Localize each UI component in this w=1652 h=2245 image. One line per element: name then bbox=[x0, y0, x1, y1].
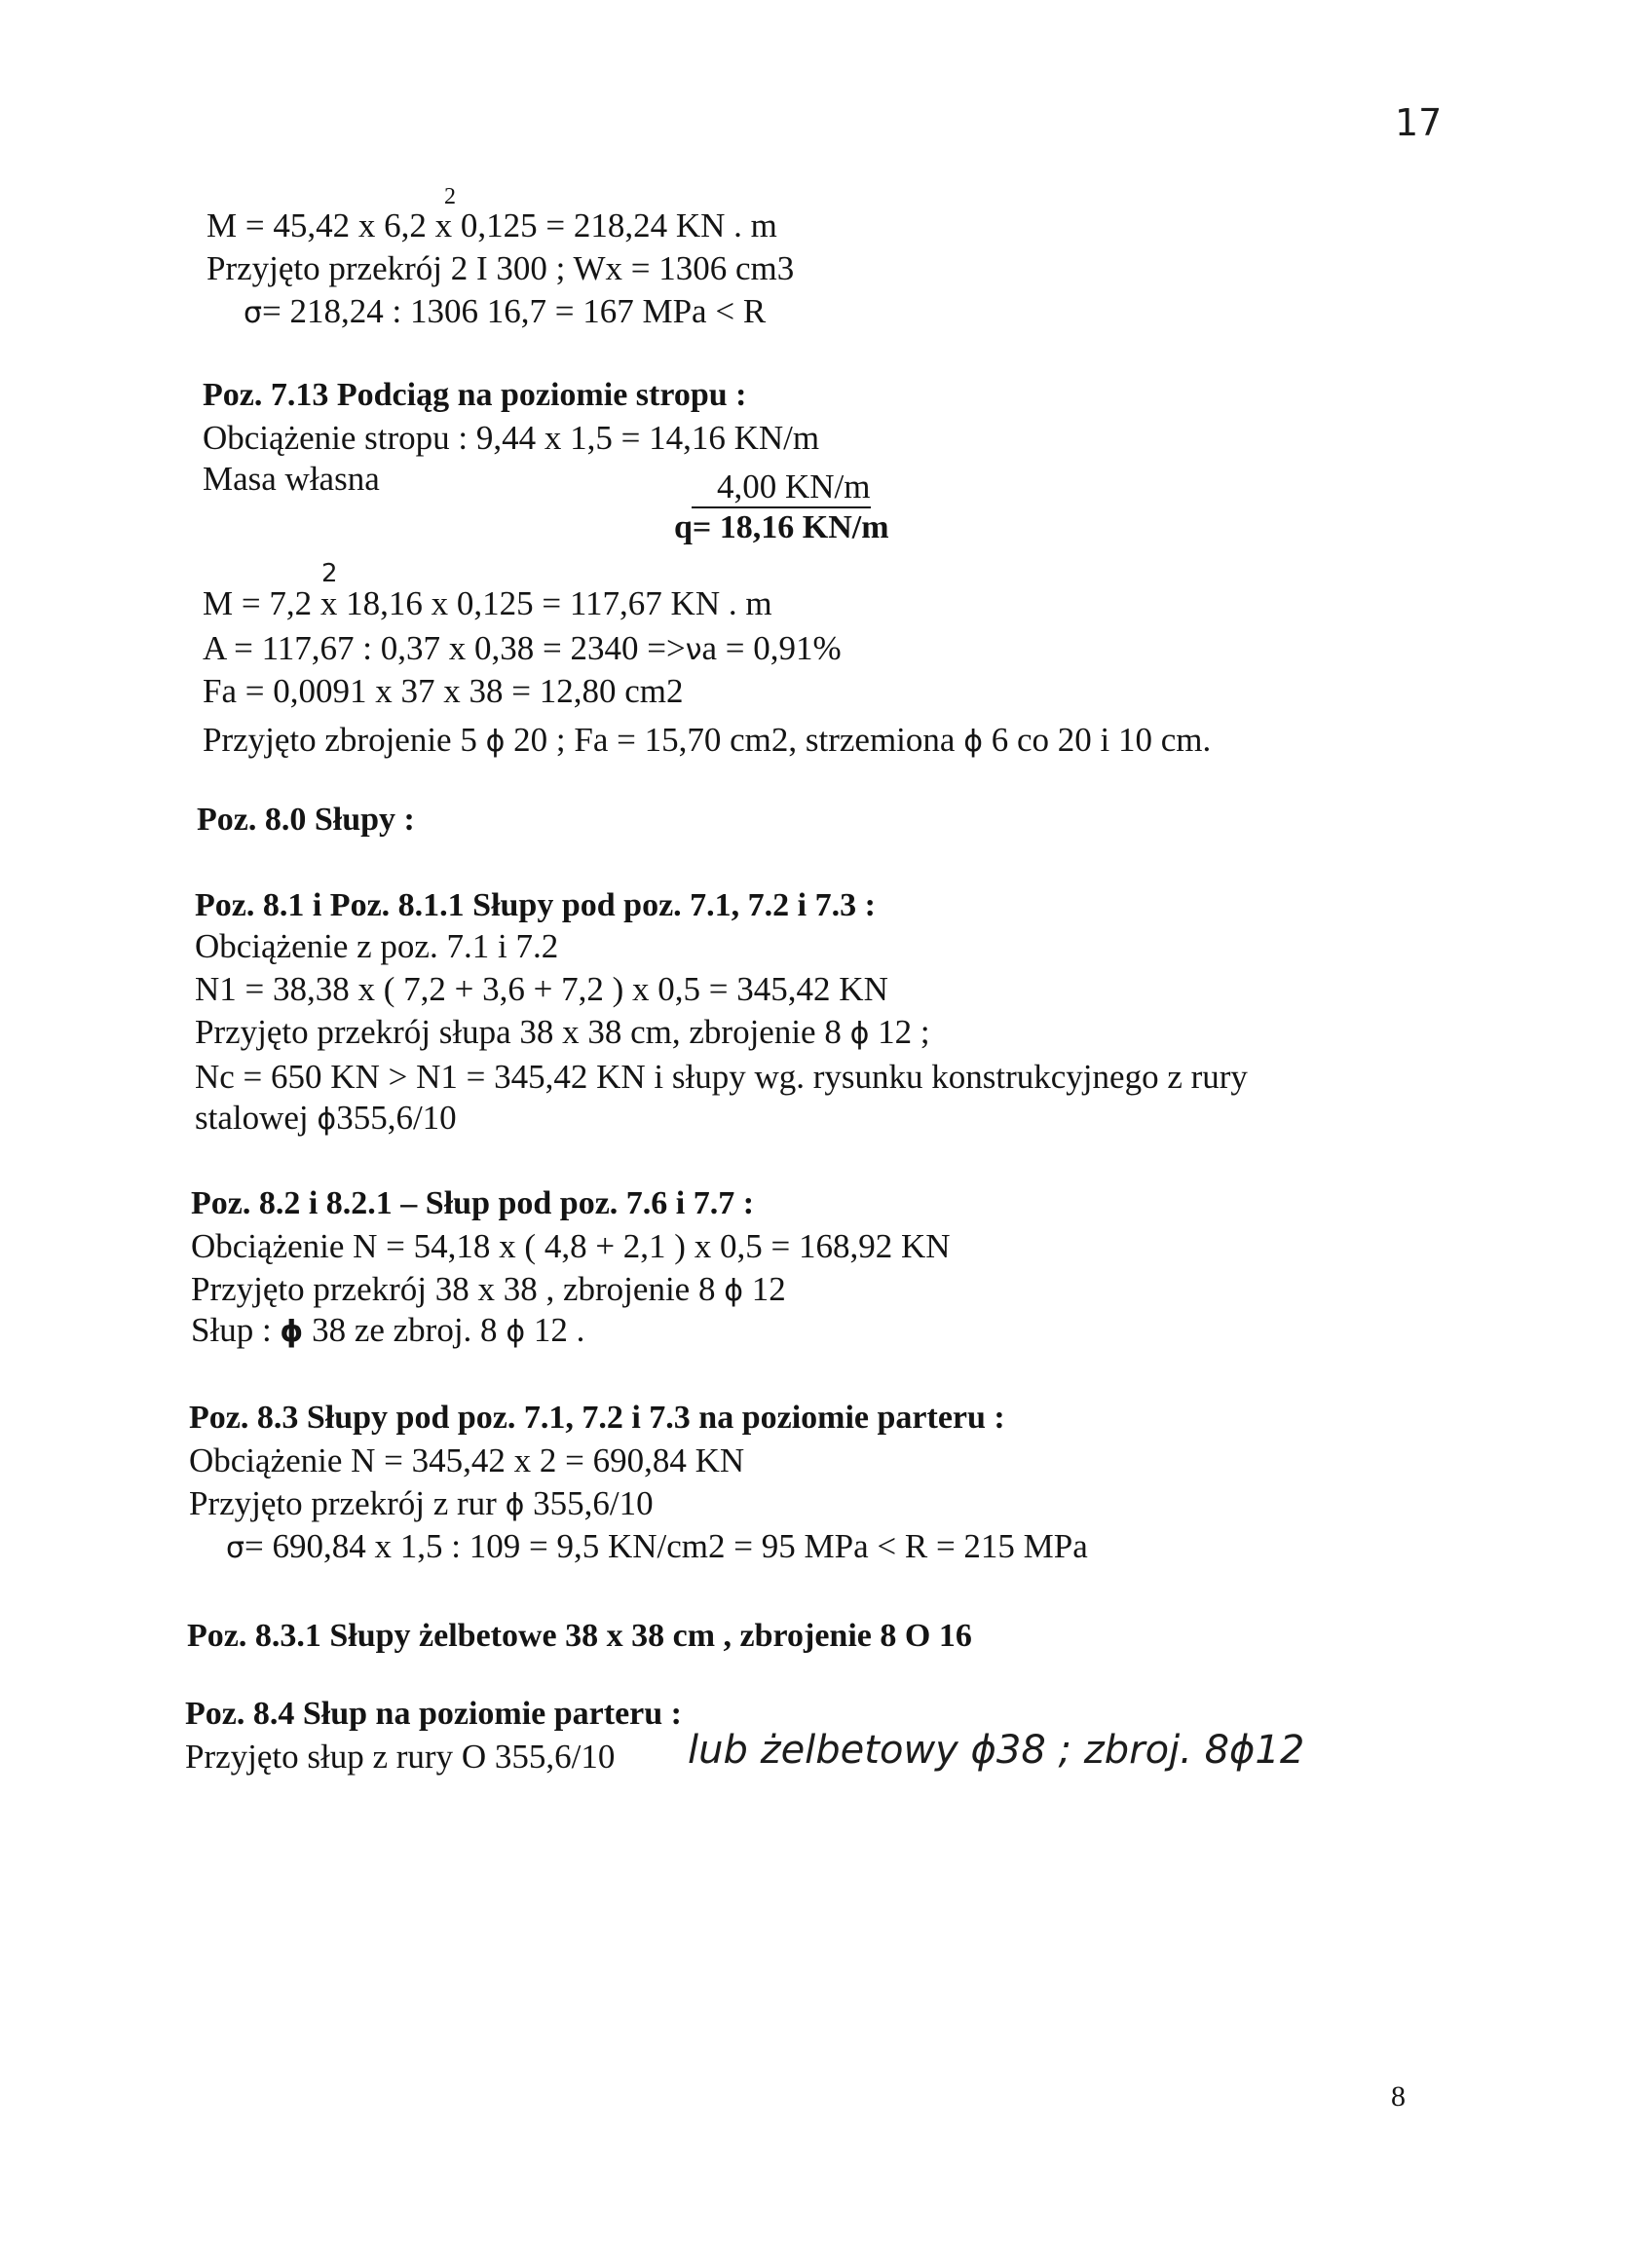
axial-force-line: N1 = 38,38 x ( 7,2 + 3,6 + 7,2 ) x 0,5 = 345,42 KN bbox=[195, 970, 888, 1008]
self-weight-value: 4,00 KN/m bbox=[692, 468, 871, 508]
exponent: 2 bbox=[444, 184, 456, 209]
exponent-handwritten: 2 bbox=[321, 559, 338, 588]
phi-icon: ϕ bbox=[505, 1488, 525, 1522]
section-heading-8-4: Poz. 8.4 Słup na poziomie parteru : bbox=[185, 1696, 682, 1732]
sigma-icon: σ bbox=[244, 296, 263, 330]
load-line-8-2: Obciążenie N = 54,18 x ( 4,8 + 2,1 ) x 0,5 = 168,92 KN bbox=[191, 1227, 951, 1265]
section-heading-8-2: Poz. 8.2 i 8.2.1 – Słup pod poz. 7.6 i 7.7 : bbox=[191, 1185, 755, 1221]
page-mark: 17 bbox=[1395, 101, 1443, 144]
steel-tube-line: stalowej ϕ355,6/10 bbox=[195, 1099, 457, 1137]
adopted-column-line: Przyjęto słup z rury O 355,6/10 bbox=[185, 1738, 616, 1776]
capacity-line: Nc = 650 KN > N1 = 345,42 KN i słupy wg. rysunku konstrukcyjnego z rury bbox=[195, 1058, 1248, 1096]
phi-icon: ϕ bbox=[849, 1017, 870, 1051]
load-line-8-1: Obciążenie z poz. 7.1 i 7.2 bbox=[195, 927, 559, 965]
load-line-8-3: Obciążenie N = 345,42 x 2 = 690,84 KN bbox=[189, 1441, 745, 1479]
phi-icon: ϕ bbox=[280, 1315, 304, 1349]
tube-section-line: Przyjęto przekrój z rur ϕ 355,6/10 bbox=[189, 1484, 654, 1522]
page-number: 8 bbox=[1391, 2080, 1406, 2113]
section-heading-8-3-1: Poz. 8.3.1 Słupy żelbetowe 38 x 38 cm , zbrojenie 8 O 16 bbox=[187, 1618, 972, 1654]
section-heading-8-0: Poz. 8.0 Słupy : bbox=[197, 802, 415, 838]
self-weight-label: Masa własna bbox=[203, 460, 380, 498]
column-line-8-2: Słup : ϕ 38 ze zbroj. 8 ϕ 12 . bbox=[191, 1311, 585, 1349]
nu-icon: ν bbox=[685, 633, 702, 667]
moment-line-2: M = 7,2 x 18,16 x 0,125 = 117,67 KN . m bbox=[203, 584, 772, 622]
phi-icon: ϕ bbox=[963, 725, 983, 759]
load-line: Obciążenie stropu : 9,44 x 1,5 = 14,16 KN/m bbox=[203, 419, 820, 457]
reinforcement-line: Przyjęto zbrojenie 5 ϕ 20 ; Fa = 15,70 cm2, strzemiona ϕ 6 co 20 i 10 cm. bbox=[203, 721, 1212, 759]
phi-icon: ϕ bbox=[485, 725, 506, 759]
phi-icon: ϕ bbox=[506, 1315, 526, 1349]
sigma-icon: σ bbox=[226, 1531, 245, 1565]
total-load: q= 18,16 KN/m bbox=[674, 509, 889, 545]
section-heading-8-3: Poz. 8.3 Słupy pod poz. 7.1, 7.2 i 7.3 na poziomie parteru : bbox=[189, 1400, 1005, 1436]
section-heading-8-1: Poz. 8.1 i Poz. 8.1.1 Słupy pod poz. 7.1, 7.2 i 7.3 : bbox=[195, 887, 876, 923]
moment-line: M = 45,42 x 6,2 x 0,125 = 218,24 KN . m bbox=[206, 206, 777, 244]
handwritten-note: lub żelbetowy ϕ38 ; zbroj. 8ϕ12 bbox=[688, 1728, 1305, 1773]
phi-icon: ϕ bbox=[724, 1274, 743, 1308]
section-line-8-2: Przyjęto przekrój 38 x 38 , zbrojenie 8 ϕ 12 bbox=[191, 1270, 786, 1308]
steel-area-line: Fa = 0,0091 x 37 x 38 = 12,80 cm2 bbox=[203, 672, 684, 710]
reinforcement-ratio-line: A = 117,67 : 0,37 x 0,38 = 2340 =>νa = 0,91% bbox=[203, 629, 842, 667]
section-heading-7-13: Poz. 7.13 Podciąg na poziomie stropu : bbox=[203, 377, 747, 413]
section-line: Przyjęto przekrój 2 I 300 ; Wx = 1306 cm3 bbox=[206, 249, 795, 287]
column-section-line: Przyjęto przekrój słupa 38 x 38 cm, zbrojenie 8 ϕ 12 ; bbox=[195, 1013, 930, 1051]
phi-icon: ϕ bbox=[317, 1103, 337, 1137]
stress-line-8-3: σ= 690,84 x 1,5 : 109 = 9,5 KN/cm2 = 95 MPa < R = 215 MPa bbox=[226, 1527, 1088, 1565]
stress-line: σ= 218,24 : 1306 16,7 = 167 MPa < R bbox=[244, 292, 767, 330]
